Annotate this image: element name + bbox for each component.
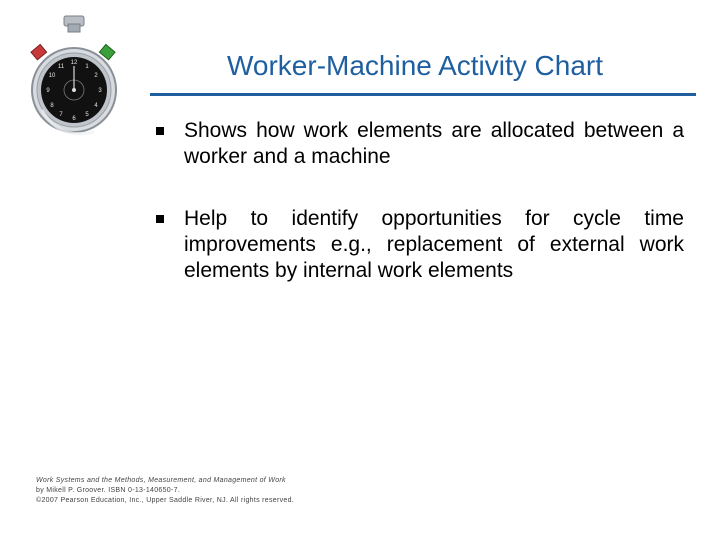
svg-text:1: 1 — [85, 64, 89, 70]
svg-text:9: 9 — [46, 88, 50, 94]
svg-text:11: 11 — [57, 64, 65, 70]
svg-text:3: 3 — [98, 88, 102, 94]
slide-title: Worker-Machine Activity Chart — [226, 50, 604, 81]
title-divider — [150, 93, 696, 96]
svg-text:10: 10 — [48, 73, 56, 79]
stopwatch-icon — [28, 14, 120, 156]
svg-text:7: 7 — [59, 112, 63, 118]
svg-text:6: 6 — [72, 116, 76, 122]
footer-copyright: ©2007 Pearson Education, Inc., Upper Saddle River, NJ. All rights reserved. — [36, 497, 295, 504]
bullet-text: Shows how work elements are allocated between a worker and a machine — [184, 119, 684, 168]
bullet-text: Help to identify opportunities for cycle time improvements e.g., replacement of external work elements by internal work elements — [184, 207, 684, 282]
bullet-list — [156, 118, 684, 320]
svg-text:12: 12 — [70, 60, 78, 66]
square-bullet-icon — [156, 127, 164, 135]
square-bullet-icon — [156, 215, 164, 223]
svg-text:2: 2 — [94, 73, 98, 79]
copyright-footer — [36, 476, 336, 506]
footer-author: by Mikell P. Groover. ISBN 0-13-140650-7. — [36, 487, 181, 494]
bullet-item — [156, 206, 684, 284]
bullet-item — [156, 118, 684, 170]
svg-text:8: 8 — [50, 103, 54, 109]
svg-text:5: 5 — [85, 112, 89, 118]
svg-text:4: 4 — [94, 103, 98, 109]
footer-book-title: Work Systems and the Methods, Measurement, and Management of Work — [36, 477, 286, 484]
